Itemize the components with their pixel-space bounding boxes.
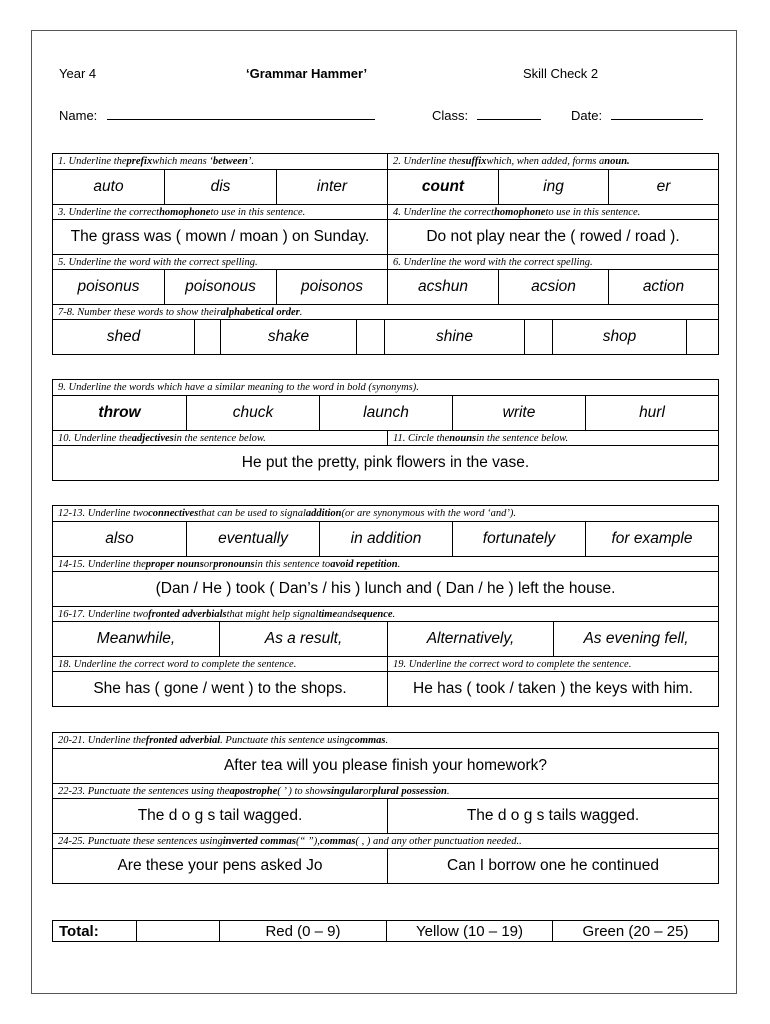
q6-option-3[interactable]: action [608,270,718,304]
questions-20-25 [52,732,719,884]
q23-sentence[interactable]: The d o g s tails wagged. [387,799,718,833]
q7-8-number-box[interactable] [356,320,384,354]
q18-sentence[interactable]: She has ( gone / went ) to the shops. [93,680,347,697]
q3-sentence[interactable]: The grass was ( mown / moan ) on Sunday. [70,228,370,245]
q19-sentence[interactable]: He has ( took / taken ) the keys with him. [387,672,718,706]
q9-instruction: 9. Underline the words which have a similar meaning to the word in bold (synonyms). [58,382,419,393]
total-label: Total: [59,922,99,940]
q19-instruction: 19. Underline the correct word to complete the sentence. [387,657,718,671]
q2-option-er[interactable]: er [608,170,718,204]
q16-option-2[interactable]: As a result, [219,622,387,656]
q10-11-sentence[interactable]: He put the pretty, pink flowers in the vase. [241,454,530,471]
q16-option-1[interactable]: Meanwhile, [96,630,176,647]
date-label: Date: [571,108,603,123]
q1-instruction: 1. Underline the prefix which means ‘ between ’. [58,156,254,167]
q24-25-instruction: 24-25. Punctuate these sentences using inverted commas (“ ”), commas ( , ) and any other punctuation needed.. [58,835,522,847]
q9-option-launch[interactable]: launch [319,396,452,430]
q24-sentence[interactable]: Are these your pens asked Jo [117,857,323,874]
q14-15-sentence[interactable]: (Dan / He ) took ( Dan’s / his ) lunch and ( Dan / he ) left the house. [155,580,616,597]
q6-instruction: 6. Underline the word with the correct spelling. [387,255,718,269]
q7-8-word-shake: shake [220,320,356,354]
q2-option-ing[interactable]: ing [498,170,608,204]
band-yellow: Yellow (10 – 19) [386,921,552,941]
q16-option-4[interactable]: As evening fell, [553,622,718,656]
q12-option-3[interactable]: in addition [319,522,452,556]
name-label: Name: [59,108,98,123]
q7-8-word-shine: shine [384,320,524,354]
year-label: Year 4 [59,66,97,81]
q1-option-dis[interactable]: dis [164,170,276,204]
q22-23-instruction: 22-23. Punctuate the sentences using the apostrophe ( ’ ) to show singular or plural possession . [58,785,450,797]
q12-option-4[interactable]: fortunately [452,522,585,556]
class-label: Class: [432,108,469,123]
band-green: Green (20 – 25) [552,921,718,941]
q20-21-sentence[interactable]: After tea will you please finish your homework? [223,757,548,774]
q4-sentence[interactable]: Do not play near the ( rowed / road ). [387,220,718,254]
q7-8-word-shop: shop [552,320,686,354]
q22-sentence[interactable]: The d o g s tail wagged. [137,807,303,824]
page-title: ‘Grammar Hammer’ [246,66,368,81]
date-field[interactable] [571,108,703,123]
q11-instruction: 11. Circle the nouns in the sentence below. [387,431,718,445]
q9-option-write[interactable]: write [452,396,585,430]
name-field[interactable] [59,108,375,123]
q18-instruction: 18. Underline the correct word to complete the sentence. [58,658,297,670]
q4-instruction: 4. Underline the correct homophone to use in this sentence. [387,205,718,219]
class-line [477,118,541,120]
q25-sentence[interactable]: Can I borrow one he continued [387,849,718,883]
q9-option-hurl[interactable]: hurl [585,396,718,430]
q12-13-instruction: 12-13. Underline two connectives that can be used to signal addition (or are synonymous with the word ‘and’). [58,508,516,519]
q1-option-auto[interactable]: auto [93,178,124,195]
q12-option-2[interactable]: eventually [186,522,319,556]
q7-8-number-box[interactable] [194,320,220,354]
q1-option-inter[interactable]: inter [276,170,387,204]
q20-21-instruction: 20-21. Underline the fronted adverbial . Punctuate this sentence using commas . [58,735,389,746]
q7-8-number-box[interactable] [524,320,552,354]
name-line [107,118,375,120]
skill-check-label: Skill Check 2 [523,66,599,81]
q14-15-instruction: 14-15. Underline the proper nouns or pronouns in this sentence to avoid repetition . [58,558,401,570]
q9-option-chuck[interactable]: chuck [186,396,319,430]
q12-option-5[interactable]: for example [585,522,718,556]
questions-1-8 [52,153,719,355]
questions-12-19 [52,505,719,707]
q16-17-instruction: 16-17. Underline two fronted adverbials that might help signal time and sequence . [58,608,396,620]
total-row [52,920,719,942]
q6-option-2[interactable]: acsion [498,270,608,304]
q2-instruction: 2. Underline the suffix which, when added, forms a noun. [387,154,718,169]
q5-option-1[interactable]: poisonus [77,278,140,295]
questions-9-11 [52,379,719,481]
date-line [611,118,703,120]
q12-option-1[interactable]: also [105,530,134,547]
q7-8-number-box[interactable] [686,320,718,354]
q10-instruction: 10. Underline the adjectives in the sentence below. [58,432,266,444]
total-score-box[interactable] [136,921,219,941]
q3-instruction: 3. Underline the correct homophone to use in this sentence. [58,206,306,218]
q5-option-2[interactable]: poisonous [164,270,276,304]
q5-instruction: 5. Underline the word with the correct spelling. [58,256,258,268]
q7-8-instruction: 7-8. Number these words to show their alphabetical order . [58,306,303,318]
q7-8-word-shed: shed [106,328,141,345]
q5-option-3[interactable]: poisonos [276,270,387,304]
q16-option-3[interactable]: Alternatively, [387,622,553,656]
q6-option-1[interactable]: acshun [387,270,498,304]
q2-root-word: count [387,170,498,204]
class-field[interactable] [432,108,541,123]
band-red: Red (0 – 9) [219,921,386,941]
q9-bold-word: throw [98,404,141,421]
